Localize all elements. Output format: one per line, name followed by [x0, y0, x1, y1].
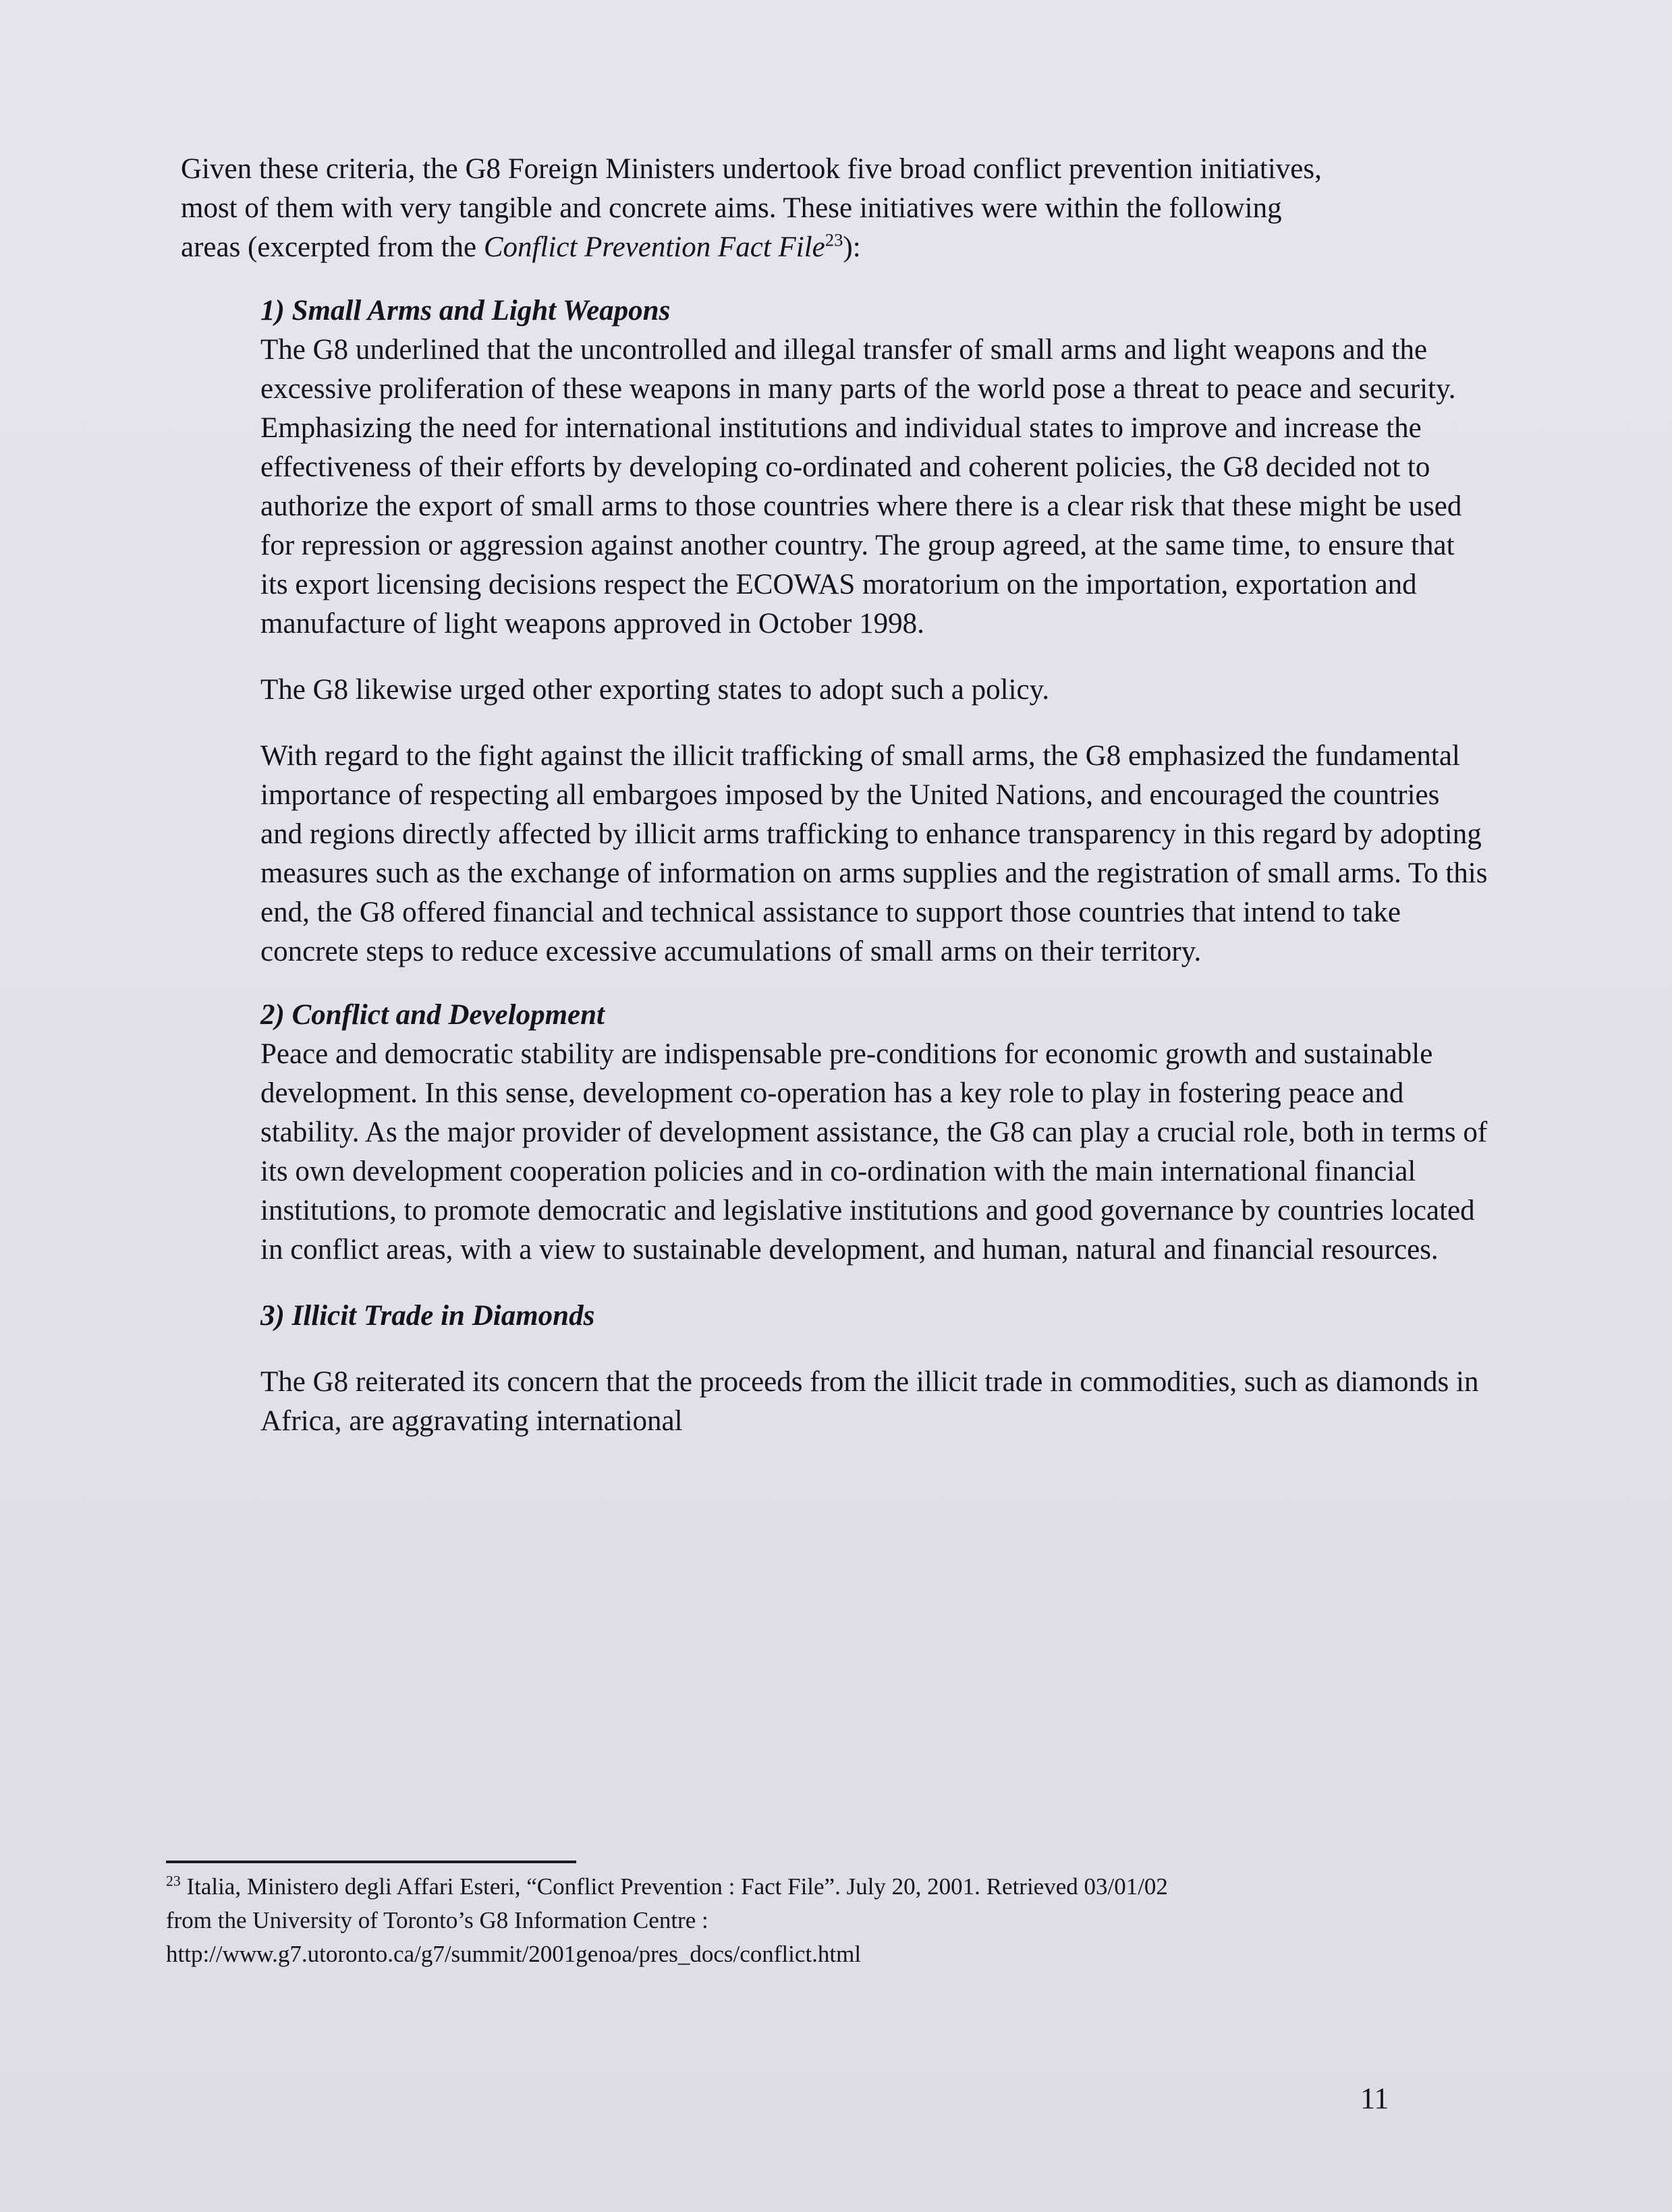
footnote-line-2: from the University of Toronto’s G8 Information Centre :: [166, 1907, 708, 1933]
small-arms-paragraph-3: With regard to the fight against the illicit trafficking of small arms, the G8 emphasized the fundamental importance of respecting all embargoes imposed by the United Nations, and encouraged the countries and regions directly affected by illicit arms trafficking to enhance transparency in this regard by adopting measures such as the exchange of information on arms supplies and the registration of small arms. To this end, the G8 offered financial and technical assistance to support those countries that intend to take concrete steps to reduce excessive accumulations of small arms on their territory.: [260, 740, 1488, 967]
fact-file-title: Conflict Prevention Fact File: [483, 231, 825, 263]
section-conflict-development: [260, 996, 1488, 1270]
page-number: 11: [1360, 2082, 1389, 2115]
intro-paragraph: [181, 150, 1537, 267]
small-arms-paragraph-1: The G8 underlined that the uncontrolled and illegal transfer of small arms and light weapons and the excessive proliferation of these weapons in many parts of the world pose a threat to peace and security. Emphasizing the need for international institutions and individual states to improve and increase the effectiveness of their efforts by developing co-ordinated and coherent policies, the G8 decided not to authorize the export of small arms to those countries where there is a clear risk that these might be used for repression or aggression against another country. The group agreed, at the same time, to ensure that its export licensing decisions respect the ECOWAS moratorium on the importation, exportation and manufacture of light weapons approved in October 1998.: [260, 334, 1462, 640]
footnote-divider: [166, 1861, 576, 1863]
section-heading-small-arms: 1) Small Arms and Light Weapons: [260, 295, 671, 327]
intro-line-1: Given these criteria, the G8 Foreign Ministers undertook five broad conflict prevention initiatives,: [181, 153, 1322, 185]
intro-line-3-end: ):: [843, 231, 861, 263]
footnote-url: http://www.g7.utoronto.ca/g7/summit/2001genoa/pres_docs/conflict.html: [166, 1941, 862, 1967]
section-small-arms: [260, 291, 1488, 971]
conflict-development-paragraph: Peace and democratic stability are indispensable pre-conditions for economic growth and sustainable development. In this sense, development co-operation has a key role to play in fostering peace and stability. As the major provider of development assistance, the G8 can play a crucial role, both in terms of its own development cooperation policies and in co-ordination with the main international financial institutions, to promote democratic and legislative institutions and good governance by countries located in conflict areas, with a view to sustainable development, and human, natural and financial resources.: [260, 1038, 1488, 1266]
footnote-ref-23: 23: [825, 229, 843, 250]
footnote: [166, 1870, 1515, 1971]
body-text: [181, 150, 1537, 1441]
intro-line-3-start: areas (excerpted from the: [181, 231, 484, 263]
small-arms-paragraph-2: The G8 likewise urged other exporting states to adopt such a policy.: [260, 674, 1050, 706]
section-heading-diamonds: 3) Illicit Trade in Diamonds: [260, 1300, 595, 1332]
footnote-number: 23: [166, 1873, 181, 1890]
section-diamonds: [260, 1297, 1488, 1441]
diamonds-paragraph: The G8 reiterated its concern that the proceeds from the illicit trade in commodities, such as diamonds in Africa, are aggravating international: [260, 1366, 1479, 1437]
section-heading-conflict-development: 2) Conflict and Development: [260, 999, 605, 1031]
intro-line-2: most of them with very tangible and concrete aims. These initiatives were within the following: [181, 192, 1282, 224]
footnote-line-1: Italia, Ministero degli Affari Esteri, “Conflict Prevention : Fact File”. July 20, 2001. Retrieved 03/01/02: [180, 1873, 1168, 1900]
